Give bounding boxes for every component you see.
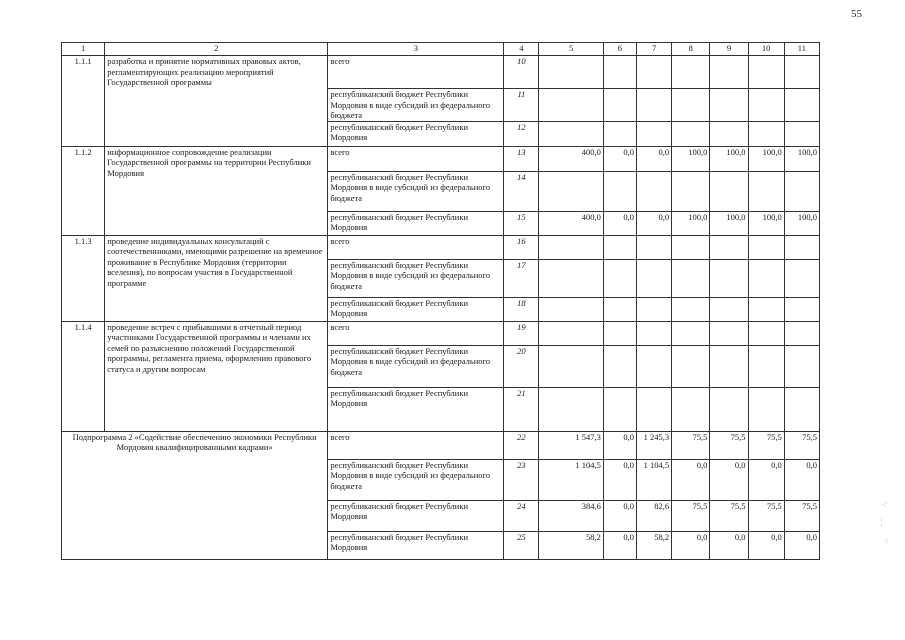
value-cell: 1 547,3: [539, 431, 603, 459]
header-cell: 3: [328, 43, 504, 56]
value-cell: [672, 259, 710, 297]
value-cell: [603, 171, 636, 211]
value-cell: 0,0: [672, 531, 710, 559]
value-cell: [748, 56, 784, 89]
value-cell: [710, 321, 748, 345]
funding-source: республиканский бюджет Республики Мордовия в виде субсидий из федерального бюджета: [328, 171, 504, 211]
row-number: 15: [504, 211, 539, 235]
value-cell: 0,0: [603, 459, 636, 500]
value-cell: 58,2: [539, 531, 603, 559]
funding-source: всего: [328, 235, 504, 259]
row-number: 19: [504, 321, 539, 345]
row-number: 22: [504, 431, 539, 459]
table-body: [62, 43, 820, 560]
value-cell: [784, 56, 819, 89]
value-cell: [784, 321, 819, 345]
value-cell: [672, 345, 710, 387]
row-number: 10: [504, 56, 539, 89]
value-cell: [672, 89, 710, 122]
row-number: 23: [504, 459, 539, 500]
value-cell: 75,5: [672, 431, 710, 459]
value-cell: [710, 56, 748, 89]
funding-source: республиканский бюджет Республики Мордовия в виде субсидий из федерального бюджета: [328, 345, 504, 387]
value-cell: [603, 387, 636, 431]
subprogram-row: [62, 431, 820, 459]
value-cell: 75,5: [710, 431, 748, 459]
value-cell: [710, 387, 748, 431]
item-name: проведение встреч с прибывшими в отчетный период участниками Государственной программы и членами их семей по разъяснению положений Государственной программы, регламента приема, оформлению правового статуса и другим вопросам: [105, 321, 328, 431]
row-number: 25: [504, 531, 539, 559]
value-cell: 75,5: [784, 431, 819, 459]
value-cell: [784, 259, 819, 297]
item-name: разработка и принятие нормативных правовых актов, регламентирующих реализацию мероприятий Государственной программы: [105, 56, 328, 147]
value-cell: 100,0: [784, 146, 819, 171]
row-number: 11: [504, 89, 539, 122]
header-cell: 1: [62, 43, 105, 56]
value-cell: [539, 121, 603, 146]
value-cell: 0,0: [603, 146, 636, 171]
value-cell: [636, 387, 671, 431]
row-number: 16: [504, 235, 539, 259]
budget-table: [61, 42, 820, 560]
value-cell: [748, 259, 784, 297]
value-cell: [539, 56, 603, 89]
value-cell: [636, 121, 671, 146]
value-cell: 100,0: [748, 211, 784, 235]
funding-source: республиканский бюджет Республики Мордовия: [328, 211, 504, 235]
value-cell: [603, 56, 636, 89]
header-cell: 7: [636, 43, 671, 56]
value-cell: 0,0: [784, 531, 819, 559]
row-number: 17: [504, 259, 539, 297]
row-number: 24: [504, 500, 539, 531]
funding-source: республиканский бюджет Республики Мордовия: [328, 531, 504, 559]
value-cell: [603, 259, 636, 297]
value-cell: [784, 235, 819, 259]
item-number: 1.1.1: [62, 56, 105, 147]
funding-source: республиканский бюджет Республики Мордовия в виде субсидий из федерального бюджета: [328, 459, 504, 500]
value-cell: [603, 345, 636, 387]
value-cell: [710, 171, 748, 211]
value-cell: 100,0: [784, 211, 819, 235]
value-cell: [672, 121, 710, 146]
value-cell: [539, 89, 603, 122]
value-cell: [672, 297, 710, 321]
value-cell: [784, 297, 819, 321]
value-cell: [710, 297, 748, 321]
value-cell: 384,6: [539, 500, 603, 531]
value-cell: 75,5: [748, 500, 784, 531]
funding-source: всего: [328, 431, 504, 459]
value-cell: [636, 297, 671, 321]
value-cell: [710, 121, 748, 146]
funding-source: республиканский бюджет Республики Мордовия в виде субсидий из федерального бюджета: [328, 89, 504, 122]
value-cell: 0,0: [748, 531, 784, 559]
row-number: 18: [504, 297, 539, 321]
value-cell: [710, 345, 748, 387]
item-number: 1.1.4: [62, 321, 105, 431]
value-cell: 75,5: [672, 500, 710, 531]
header-cell: 2: [105, 43, 328, 56]
value-cell: 100,0: [710, 146, 748, 171]
value-cell: 58,2: [636, 531, 671, 559]
value-cell: [636, 259, 671, 297]
value-cell: [603, 235, 636, 259]
header-cell: 9: [710, 43, 748, 56]
value-cell: [603, 89, 636, 122]
item-number: 1.1.3: [62, 235, 105, 321]
value-cell: 0,0: [710, 459, 748, 500]
subprogram-name: Подпрограмма 2 «Содействие обеспечению экономики Республики Мордовия квалифицированными кадрами»: [62, 431, 328, 559]
page-number: 55: [851, 8, 862, 20]
value-cell: 0,0: [603, 500, 636, 531]
value-cell: [636, 321, 671, 345]
table-row: [62, 56, 820, 89]
item-name: проведение индивидуальных консультаций с соотечественниками, имеющими разрешение на временное проживание в Республике Мордовия (территории вселения), по вопросам участия в Государственной программе: [105, 235, 328, 321]
value-cell: [539, 259, 603, 297]
scan-artifact: ⁖: [882, 500, 888, 510]
table-row: [62, 235, 820, 259]
header-cell: 10: [748, 43, 784, 56]
scan-artifact: ⁖: [884, 536, 890, 546]
value-cell: [710, 235, 748, 259]
value-cell: 0,0: [636, 211, 671, 235]
value-cell: [672, 321, 710, 345]
value-cell: [710, 89, 748, 122]
value-cell: [636, 56, 671, 89]
value-cell: 1 245,3: [636, 431, 671, 459]
value-cell: 100,0: [672, 146, 710, 171]
header-cell: 8: [672, 43, 710, 56]
value-cell: [539, 297, 603, 321]
header-cell: 5: [539, 43, 603, 56]
scan-artifact: ⁚: [880, 518, 883, 528]
value-cell: 0,0: [784, 459, 819, 500]
value-cell: [710, 259, 748, 297]
table-row: [62, 321, 820, 345]
value-cell: [672, 235, 710, 259]
funding-source: республиканский бюджет Республики Мордовия: [328, 297, 504, 321]
value-cell: [636, 89, 671, 122]
value-cell: [748, 345, 784, 387]
value-cell: [672, 171, 710, 211]
value-cell: 100,0: [672, 211, 710, 235]
header-cell: 6: [603, 43, 636, 56]
header-cell: 11: [784, 43, 819, 56]
item-name: информационное сопровождение реализации Государственной программы на территории Республики Мордовия: [105, 146, 328, 235]
table-row: [62, 146, 820, 171]
value-cell: 0,0: [603, 531, 636, 559]
row-number: 21: [504, 387, 539, 431]
header-cell: 4: [504, 43, 539, 56]
value-cell: 0,0: [603, 211, 636, 235]
value-cell: [539, 387, 603, 431]
value-cell: [784, 345, 819, 387]
value-cell: [603, 297, 636, 321]
value-cell: 82,6: [636, 500, 671, 531]
value-cell: 0,0: [603, 431, 636, 459]
value-cell: [748, 235, 784, 259]
value-cell: 0,0: [672, 459, 710, 500]
value-cell: [603, 121, 636, 146]
value-cell: [539, 321, 603, 345]
header-row: [62, 43, 820, 56]
value-cell: [784, 121, 819, 146]
value-cell: [636, 171, 671, 211]
value-cell: [539, 345, 603, 387]
value-cell: [672, 56, 710, 89]
value-cell: 1 104,5: [636, 459, 671, 500]
funding-source: всего: [328, 321, 504, 345]
value-cell: 75,5: [748, 431, 784, 459]
value-cell: [672, 387, 710, 431]
value-cell: [748, 171, 784, 211]
value-cell: 1 104,5: [539, 459, 603, 500]
row-number: 14: [504, 171, 539, 211]
value-cell: [539, 235, 603, 259]
row-number: 20: [504, 345, 539, 387]
value-cell: 0,0: [748, 459, 784, 500]
value-cell: [748, 297, 784, 321]
value-cell: [636, 235, 671, 259]
row-number: 13: [504, 146, 539, 171]
value-cell: 100,0: [748, 146, 784, 171]
value-cell: 75,5: [784, 500, 819, 531]
funding-source: всего: [328, 146, 504, 171]
value-cell: [748, 321, 784, 345]
value-cell: 400,0: [539, 146, 603, 171]
funding-source: всего: [328, 56, 504, 89]
value-cell: 0,0: [636, 146, 671, 171]
value-cell: [539, 171, 603, 211]
value-cell: 0,0: [710, 531, 748, 559]
funding-source: республиканский бюджет Республики Мордовия: [328, 387, 504, 431]
funding-source: республиканский бюджет Республики Мордовия: [328, 500, 504, 531]
value-cell: [748, 89, 784, 122]
value-cell: [784, 89, 819, 122]
value-cell: [636, 345, 671, 387]
value-cell: [603, 321, 636, 345]
value-cell: [748, 387, 784, 431]
value-cell: [784, 387, 819, 431]
row-number: 12: [504, 121, 539, 146]
value-cell: [748, 121, 784, 146]
value-cell: 75,5: [710, 500, 748, 531]
value-cell: [784, 171, 819, 211]
funding-source: республиканский бюджет Республики Мордовия в виде субсидий из федерального бюджета: [328, 259, 504, 297]
item-number: 1.1.2: [62, 146, 105, 235]
value-cell: 100,0: [710, 211, 748, 235]
funding-source: республиканский бюджет Республики Мордовия: [328, 121, 504, 146]
value-cell: 400,0: [539, 211, 603, 235]
